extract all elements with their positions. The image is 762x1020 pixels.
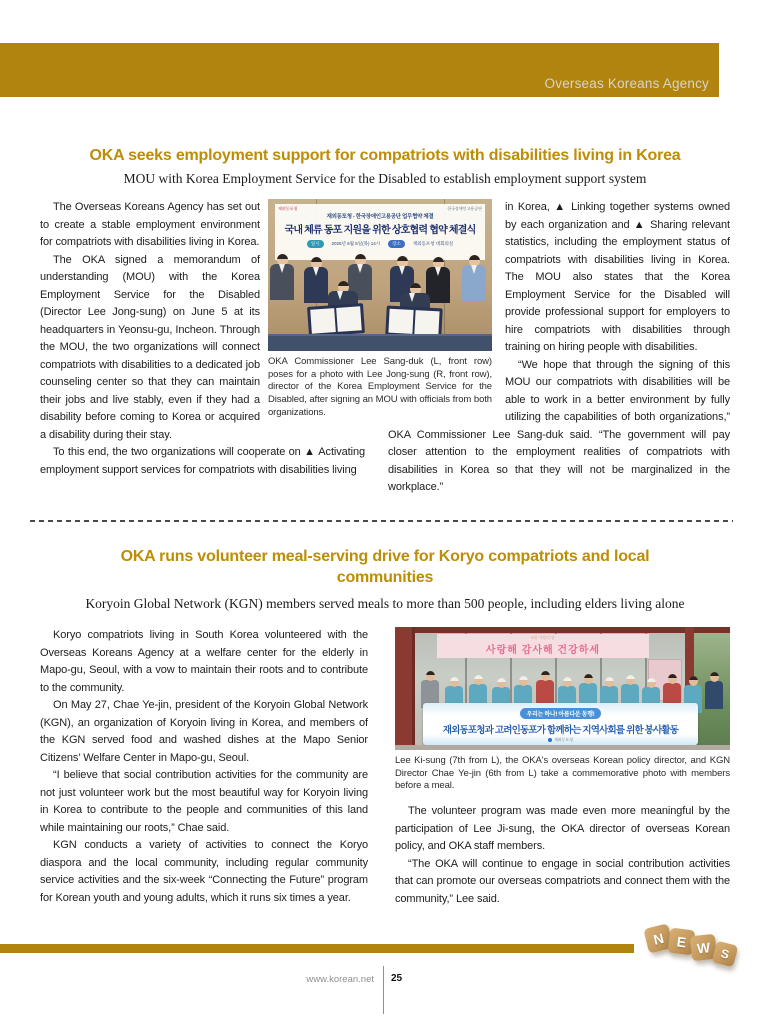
article1-photo-caption: OKA Commissioner Lee Sang-duk (L, front row) poses for a photo with Lee Jong-sung (R, front row), director of the Korea Employment Service for the Disabled, after signing an MOU with officials from both organizations. [268, 356, 492, 418]
article2-subtitle: Koryoin Global Network (KGN) members served meals to more than 500 people, including elders living alone [85, 596, 685, 611]
pink-banner-small-text: 5월 가정의 달 [531, 635, 555, 640]
banner-badges [275, 240, 485, 248]
paragraph: The Overseas Koreans Agency has set out to create a stable employment environment for compatriots with disabilities living in Korea. [40, 201, 260, 248]
header-bar [0, 43, 719, 97]
volunteer-group-photo [395, 627, 730, 750]
article1-subtitle: MOU with Korea Employment Service for the Disabled to establish employment support system [123, 171, 647, 186]
oka-logo: 재외동포청 [423, 737, 698, 743]
banner-corner-left: 재외동포청 [278, 206, 298, 211]
mou-folder-left [307, 303, 365, 337]
page-footer [0, 966, 762, 1020]
article2-right-text [395, 803, 730, 908]
paragraph: KGN conducts a variety of activities to connect the Koryo diaspora and the local community, including regular community service activities and the six-week “Connecting the Future” program for Korean youth and young adults, which it runs six times a year. [40, 839, 368, 904]
standing-person [462, 255, 486, 301]
news-block-n: N [643, 923, 673, 953]
article1-title: OKA seeks employment support for compatriots with disabilities living in Korea [89, 147, 681, 164]
article2-photo-caption: Lee Ki-sung (7th from L), the OKA's overseas Korean policy director, and KGN Director Chae Ye-jin (6th from L) take a commemorative photo with members before a meal. [395, 755, 730, 792]
building-beam [395, 627, 730, 633]
news-block-s: S [712, 941, 739, 968]
pink-banner-text: 사랑해 감사해 건강하세 [485, 645, 601, 656]
paragraph: in Korea, ▲ Linking together systems owned by each organization and ▲ Sharing relevant statistics, including the employment status of compatriots with disabilities living in Korea. The MOU also states that the Korea Employment Service for the Disabled will provide professional support for employers to hire compatriots with disabilities through training on hiring people with disabilities. [505, 201, 730, 353]
bottom-bar [0, 944, 634, 953]
article1-photo-block [268, 199, 492, 420]
paragraph: “We hope that through the signing of this MOU our compatriots with disabilities will be able to work in a better environment by fully utilizing the capabilities of both organizations,” OKA Commissioner Lee Sang-duk said. “The government will pay closer attention to the employment realities of compatriots with disabilities in Korea so that they will not be marginalized in the workplace.” [388, 358, 730, 493]
date-badge: 일시 [307, 240, 324, 248]
pavement [395, 745, 730, 750]
article2-body [40, 627, 730, 908]
place-text: 재외동포청 대회의실 [412, 241, 454, 246]
paragraph: “I believe that social contribution activities for the community are not just volunteer work but the most beautiful way for Koryoin living in Korea to contribute to the people and communities of this land while maintaining our roots,” Chae said. [40, 769, 368, 834]
news-block-e: E [668, 928, 696, 956]
pink-banner [437, 634, 649, 658]
article2-right-column [395, 627, 730, 908]
building-pillar-left [395, 627, 415, 750]
standing-person [304, 257, 328, 303]
banner-main-text: 재외동포청과 고려인동포가 함께하는 지역사회를 위한 봉사활동 [442, 725, 679, 736]
banner-ribbon-text: 우리는 하나! 아름다운 동행! [520, 708, 602, 719]
date-text: 2025년 6월 5일(목) 14시 [331, 241, 381, 246]
signing-table [268, 334, 492, 351]
section-divider [30, 520, 733, 522]
volunteer-person [705, 672, 723, 709]
banner-small-text: 재외동포청 - 한국장애인고용공단 업무협약 체결 [326, 214, 434, 220]
website-link[interactable]: www.korean.net [306, 974, 374, 985]
article2-left-column [40, 627, 368, 907]
standing-person [270, 254, 294, 300]
paragraph: “The OKA will continue to engage in social contribution activities that can promote our overseas compatriots and connect them with the community,” Lee said. [395, 857, 730, 905]
paragraph: Koryo compatriots living in South Korea volunteered with the Overseas Koreans Agency at a welfare center for the elderly in Mapo-gu, Seoul, with a vow to maintain their roots and to contribute to the community. [40, 629, 368, 694]
place-badge: 장소 [388, 240, 405, 248]
paragraph: To this end, the two organizations will cooperate on ▲ Activating employment support services for compatriots with disabilities living [40, 446, 365, 476]
mou-signing-photo [268, 199, 492, 351]
ceremony-banner [275, 204, 485, 260]
paragraph: The OKA signed a memorandum of understanding (MOU) with the Korea Employment Service for the Disabled (Director Lee Jong-sung) on June 5 at its headquarters in Yeonsu-gu, Incheon. Through the MOU, the two organizations will connect compatriots with disabilities to a dedicated job counseling center so that they can maintain their jobs and live stably, even if they had a disability before coming to Korea or acquired a disability during their stay. [40, 253, 260, 441]
footer-divider [383, 966, 384, 1014]
article2-title: OKA runs volunteer meal-serving drive for Koryo compatriots and local communities [120, 548, 650, 586]
agency-label: Overseas Koreans Agency [544, 76, 709, 91]
news-block-w: W [690, 934, 717, 961]
volunteer-banner [423, 703, 698, 745]
banner-corner-right: 한국장애인고용공단 [447, 206, 482, 211]
paragraph: The volunteer program was made even more meaningful by the participation of Lee Ji-sung, the OKA director of overseas Korean policy, and OKA staff members. [395, 805, 730, 853]
page-number: 25 [391, 973, 403, 984]
article1-body [40, 199, 730, 497]
paragraph: On May 27, Chae Ye-jin, president of the Koryoin Global Network (KGN), an organization of Koryoin living in Korea, and members of the KGN served food and washed dishes at the Mapo Senior Citizens’ Welfare Center in Mapo-gu, Seoul. [40, 699, 368, 764]
banner-main-text: 국내 체류 동포 지원을 위한 상호협력 협약 체결식 [284, 225, 476, 236]
